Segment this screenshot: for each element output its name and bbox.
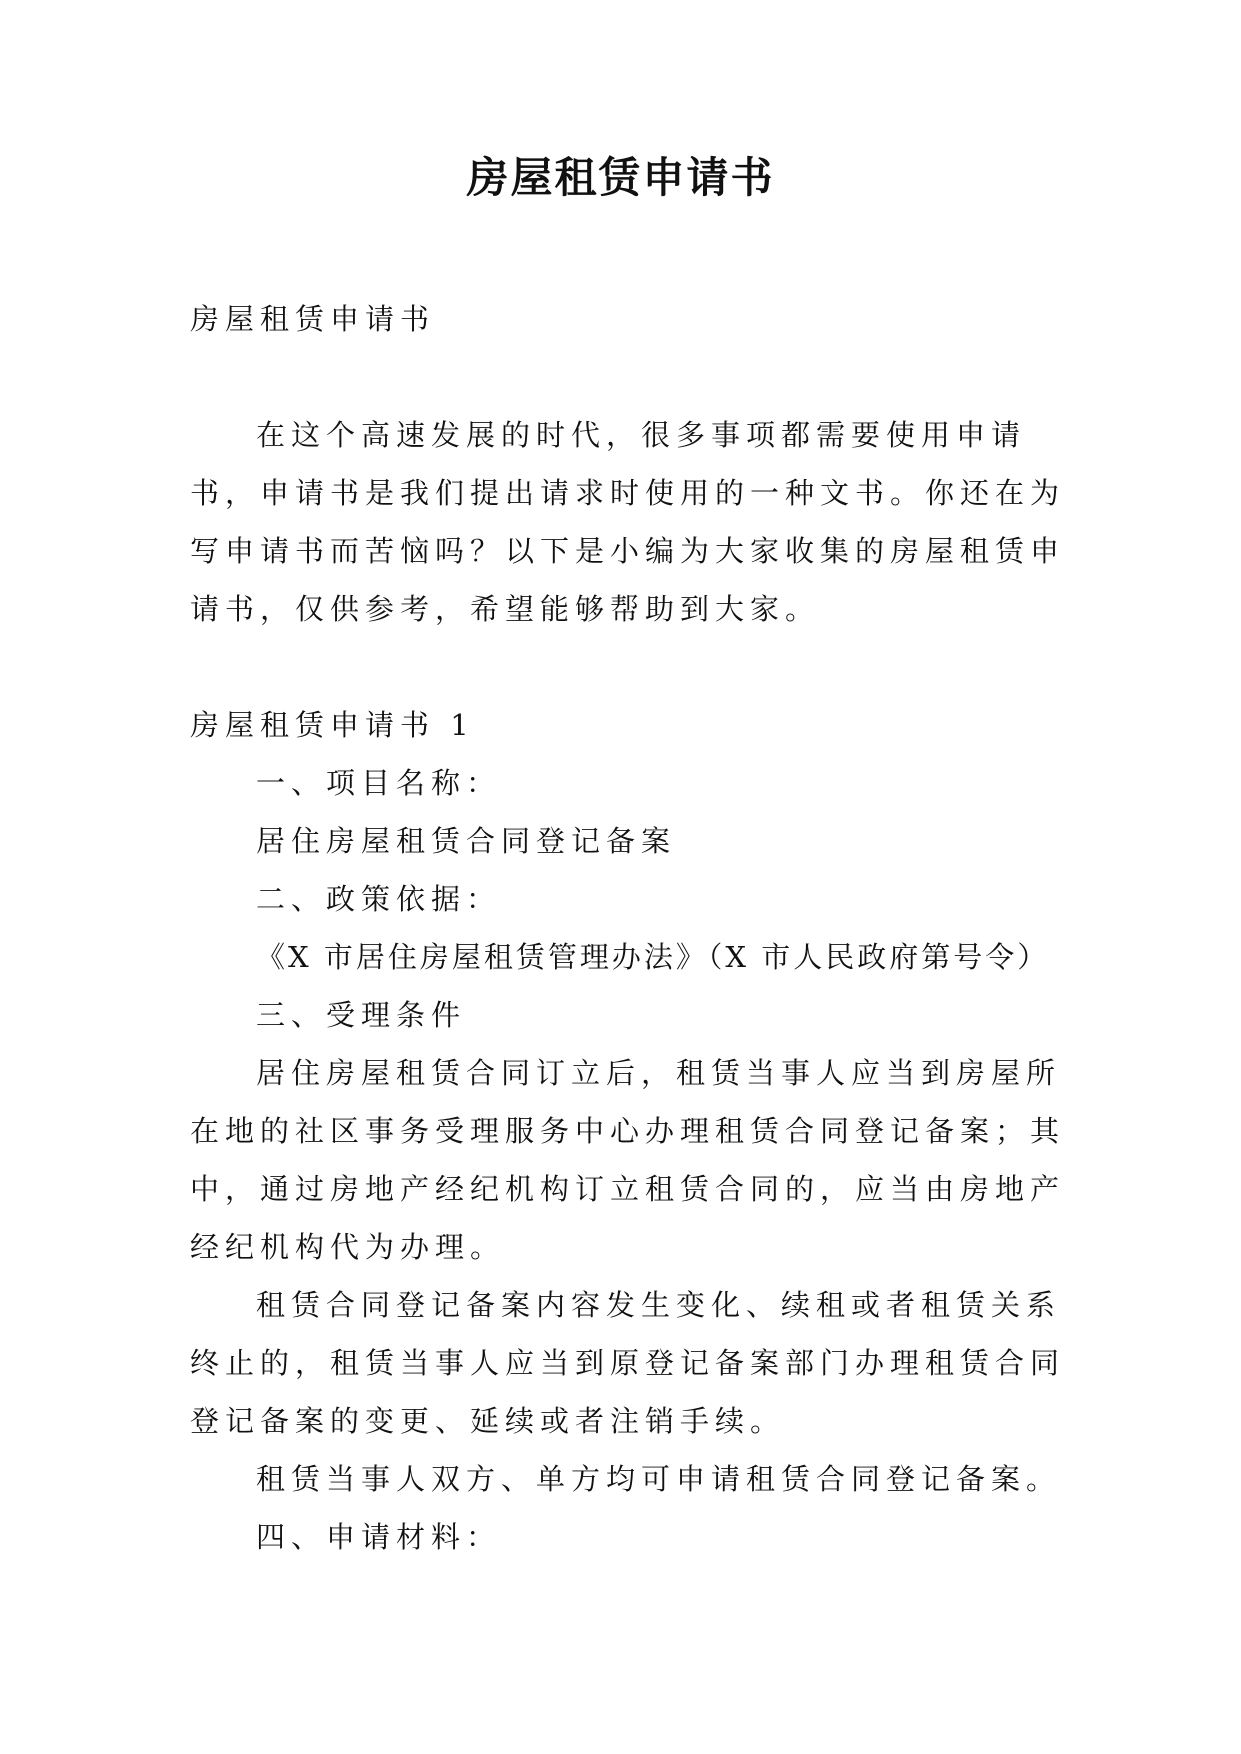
section-heading: 房屋租赁申请书 1 (190, 708, 475, 742)
item3-paragraph-3: 租赁当事人双方、单方均可申请租赁合同登记备案。 (256, 1462, 1062, 1496)
document-body (190, 290, 1070, 1566)
item2-body: 《X 市居住房屋租赁管理办法》（X 市人民政府第号令） (256, 940, 1050, 974)
document-title: 房屋租赁申请书 (466, 153, 775, 202)
item3-paragraph-2: 租赁合同登记备案内容发生变化、续租或者租赁关系终止的，租赁当事人应当到原登记备案部门办理租赁合同登记备案的变更、延续或者注销手续。 (190, 1288, 1066, 1438)
item2-heading: 二、政策依据： (256, 882, 502, 916)
item3-heading: 三、受理条件 (256, 998, 467, 1032)
item1-body: 居住房屋租赁合同登记备案 (256, 824, 677, 858)
item4-heading: 四、申请材料： (256, 1520, 502, 1554)
document-subtitle: 房屋租赁申请书 (190, 302, 436, 336)
item1-heading: 一、项目名称： (256, 766, 502, 800)
item3-paragraph-1: 居住房屋租赁合同订立后，租赁当事人应当到房屋所在地的社区事务受理服务中心办理租赁合同登记备案；其中，通过房地产经纪机构订立租赁合同的，应当由房地产经纪机构代为办理。 (190, 1056, 1066, 1264)
intro-paragraph: 在这个高速发展的时代，很多事项都需要使用申请书，申请书是我们提出请求时使用的一种文书。你还在为写申请书而苦恼吗？以下是小编为大家收集的房屋租赁申请书，仅供参考，希望能够帮助到大家。 (190, 418, 1066, 626)
